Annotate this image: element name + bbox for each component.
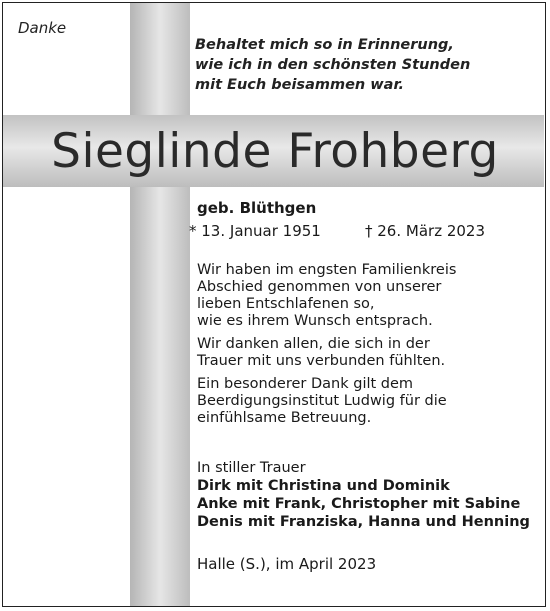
place-date: Halle (S.), im April 2023: [197, 555, 377, 573]
text-line: wie es ihrem Wunsch entsprach.: [197, 313, 433, 329]
paragraph-thanks: [197, 336, 537, 370]
deceased-name: Sieglinde Frohberg: [51, 124, 499, 179]
motto-line: Behaltet mich so in Erinnerung,: [195, 37, 454, 53]
text-line: Trauer mit uns verbunden fühlten.: [197, 353, 446, 369]
text-line: lieben Entschlafenen so,: [197, 296, 375, 312]
signature-block: [197, 459, 530, 531]
mourner-line: Anke mit Frank, Christopher mit Sabine: [197, 496, 521, 512]
paragraph-farewell: [197, 262, 537, 330]
text-line: Ein besonderer Dank gilt dem: [197, 376, 414, 392]
text-line: einfühlsame Betreuung.: [197, 410, 372, 426]
category-label: Danke: [18, 19, 67, 37]
paragraph-special-thanks: [197, 376, 537, 427]
text-line: Wir haben im engsten Familienkreis: [197, 262, 457, 278]
mourning-intro: In stiller Trauer: [197, 460, 306, 476]
body-text: [197, 262, 537, 433]
motto-line: mit Euch beisammen war.: [195, 77, 405, 93]
motto: [195, 35, 470, 95]
birth-name: geb. Blüthgen: [197, 199, 317, 217]
mourner-line: Denis mit Franziska, Hanna und Henning: [197, 514, 530, 530]
text-line: Wir danken allen, die sich in der: [197, 336, 430, 352]
death-date: † 26. März 2023: [365, 222, 486, 240]
text-line: Abschied genommen von unserer: [197, 279, 442, 295]
motto-line: wie ich in den schönsten Stunden: [195, 57, 471, 73]
text-line: Beerdigungsinstitut Ludwig für die: [197, 393, 447, 409]
birth-date: * 13. Januar 1951: [189, 222, 321, 240]
cross-vertical-bar: [130, 3, 190, 606]
mourner-line: Dirk mit Christina und Dominik: [197, 478, 450, 494]
